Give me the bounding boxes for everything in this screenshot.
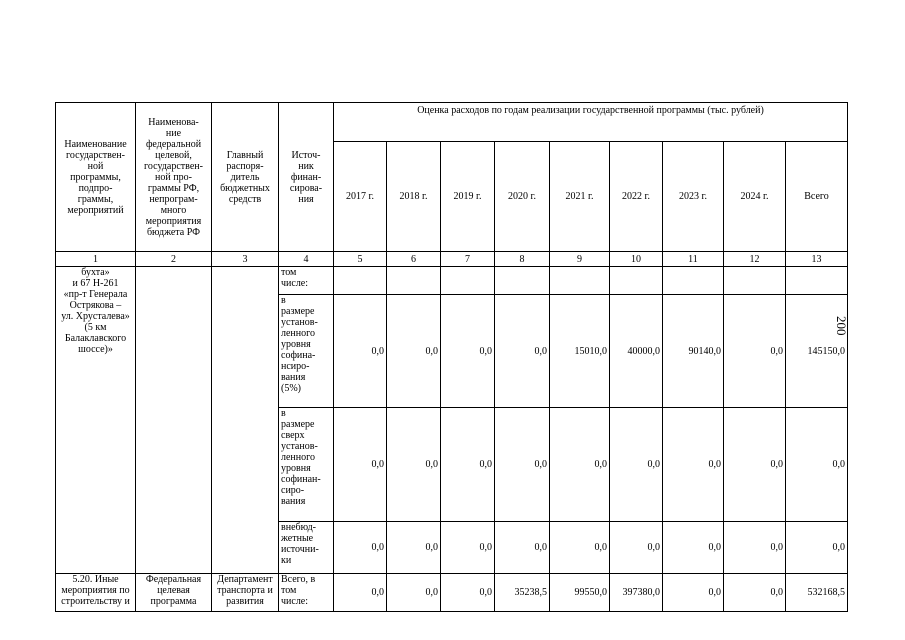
value-cell — [610, 267, 663, 295]
value-cell: 145150,0 — [786, 295, 848, 408]
value-cell — [441, 267, 495, 295]
value-cell: 0,0 — [334, 408, 387, 522]
federal-program-cell: Федеральная целевая программа — [136, 574, 212, 612]
value-cell: 0,0 — [786, 408, 848, 522]
header-year: 2024 г. — [724, 142, 786, 252]
table-row — [56, 267, 848, 295]
header-program-name: Наименование государствен- ной программы, подпро- граммы, мероприятий — [56, 103, 136, 252]
column-number: 3 — [212, 252, 279, 267]
value-cell: 0,0 — [663, 574, 724, 612]
column-number: 11 — [663, 252, 724, 267]
column-number: 10 — [610, 252, 663, 267]
header-year: 2018 г. — [387, 142, 441, 252]
value-cell: 0,0 — [441, 574, 495, 612]
column-number: 12 — [724, 252, 786, 267]
header-funding-source: Источ- ник финан- сирова- ния — [279, 103, 334, 252]
value-cell — [334, 267, 387, 295]
value-cell: 0,0 — [663, 522, 724, 574]
federal-program-cell — [136, 267, 212, 574]
header-year: 2019 г. — [441, 142, 495, 252]
column-number: 9 — [550, 252, 610, 267]
funding-source: внебюд- жетные источни- ки — [279, 522, 334, 574]
value-cell: 0,0 — [724, 295, 786, 408]
value-cell: 0,0 — [663, 408, 724, 522]
header-year: 2017 г. — [334, 142, 387, 252]
header-total: Всего — [786, 142, 848, 252]
value-cell: 0,0 — [610, 522, 663, 574]
value-cell: 0,0 — [387, 408, 441, 522]
budget-manager-cell — [212, 267, 279, 574]
value-cell: 0,0 — [495, 295, 550, 408]
header-year: 2022 г. — [610, 142, 663, 252]
value-cell — [387, 267, 441, 295]
value-cell: 0,0 — [441, 295, 495, 408]
header-expense-estimate: Оценка расходов по годам реализации государственной программы (тыс. рублей) — [334, 103, 848, 142]
value-cell — [550, 267, 610, 295]
value-cell — [663, 267, 724, 295]
budget-table — [55, 102, 848, 612]
value-cell: 0,0 — [610, 408, 663, 522]
value-cell: 0,0 — [495, 522, 550, 574]
value-cell: 90140,0 — [663, 295, 724, 408]
value-cell: 15010,0 — [550, 295, 610, 408]
value-cell: 0,0 — [724, 522, 786, 574]
funding-source: том числе: — [279, 267, 334, 295]
value-cell: 0,0 — [441, 522, 495, 574]
funding-source: в размере сверх установ- ленного уровня софинан- сиро- вания — [279, 408, 334, 522]
column-number: 5 — [334, 252, 387, 267]
column-number: 6 — [387, 252, 441, 267]
value-cell: 0,0 — [724, 408, 786, 522]
header-federal-program: Наименова- ние федеральной целевой, государствен- ной про- граммы РФ, непрограм- много мероприятия бюджета РФ — [136, 103, 212, 252]
budget-manager-cell: Департамент транспорта и развития — [212, 574, 279, 612]
value-cell — [786, 267, 848, 295]
value-cell: 0,0 — [387, 295, 441, 408]
value-cell: 40000,0 — [610, 295, 663, 408]
value-cell: 99550,0 — [550, 574, 610, 612]
value-cell: 0,0 — [724, 574, 786, 612]
value-cell: 0,0 — [550, 522, 610, 574]
value-cell: 0,0 — [387, 522, 441, 574]
value-cell: 0,0 — [334, 295, 387, 408]
measure-name: 5.20. Иные мероприятия по строительству и — [56, 574, 136, 612]
header-year: 2020 г. — [495, 142, 550, 252]
column-number: 1 — [56, 252, 136, 267]
measure-name: бухта» и 67 Н-261 «пр-т Генерала Острякова – ул. Хрусталева» (5 км Балаклавского шоссе)» — [56, 267, 136, 574]
header-year: 2023 г. — [663, 142, 724, 252]
funding-source: Всего, в том числе: — [279, 574, 334, 612]
value-cell: 0,0 — [441, 408, 495, 522]
value-cell — [724, 267, 786, 295]
value-cell: 397380,0 — [610, 574, 663, 612]
header-year: 2021 г. — [550, 142, 610, 252]
value-cell: 0,0 — [495, 408, 550, 522]
value-cell: 0,0 — [334, 522, 387, 574]
column-number: 2 — [136, 252, 212, 267]
column-number: 13 — [786, 252, 848, 267]
value-cell: 532168,5 — [786, 574, 848, 612]
column-number: 8 — [495, 252, 550, 267]
value-cell: 0,0 — [334, 574, 387, 612]
value-cell — [495, 267, 550, 295]
table-row — [56, 574, 848, 612]
header-budget-manager: Главный распоря- дитель бюджетных средств — [212, 103, 279, 252]
funding-source: в размере установ- ленного уровня софина- нсиро- вания (5%) — [279, 295, 334, 408]
value-cell: 0,0 — [550, 408, 610, 522]
column-number: 4 — [279, 252, 334, 267]
page-number: 200 — [834, 316, 849, 336]
column-number: 7 — [441, 252, 495, 267]
value-cell: 35238,5 — [495, 574, 550, 612]
value-cell: 0,0 — [387, 574, 441, 612]
value-cell: 0,0 — [786, 522, 848, 574]
